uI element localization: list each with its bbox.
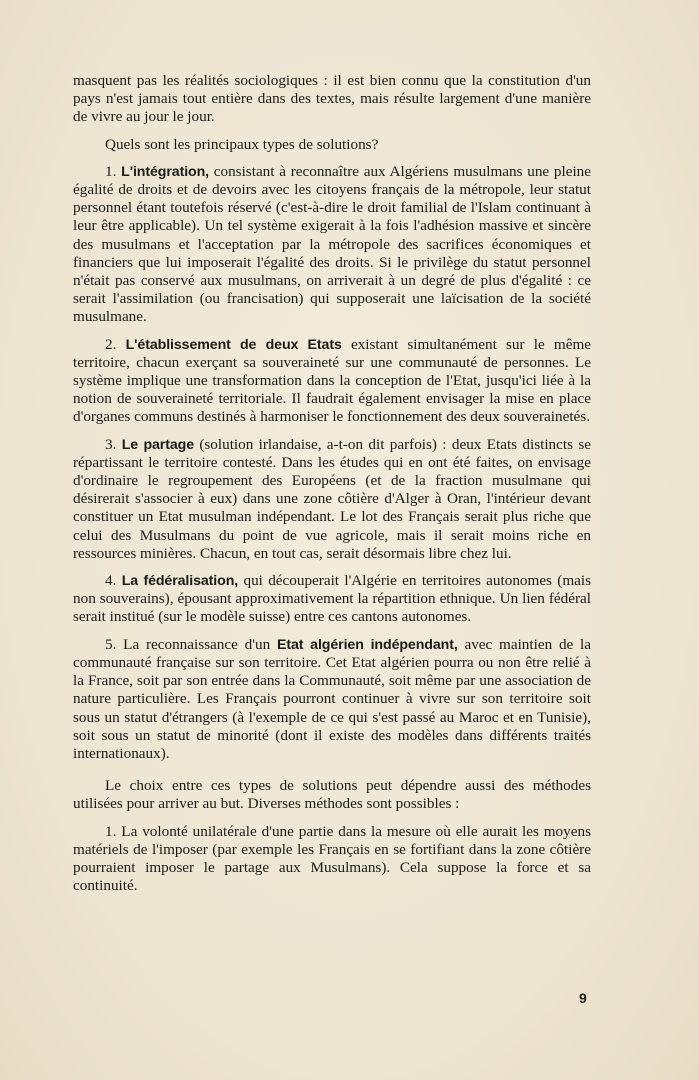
solution-text: consistant à reconnaître aux Algériens musulmans une pleine égalité de droits et de devoirs avec les citoyens français de la métropole, leur statut personnel étant toutefois réservé (c'est-à-dire le droit familial de l'Islam continuant à leur être applicable). Un tel système exigerait à la fois l'adhésion massive et sincère des musulmans et l'acceptation par la métropole des sacrifices économiques et financiers que lui imposerait l'égalité des droits. Si le privilège du statut personnel n'était pas conservé aux musulmans, on arriverait à un degré de plus d'égalité : ce serait l'assimilation (ou francisation) qui supposerait une laïcisation de la société musulmane. [73,162,591,326]
solution-number: 4. [105,572,117,590]
solution-title: Etat algérien indépendant, [276,636,458,653]
intro-paragraph: masquent pas les réalités sociologiques : il est bien connu que la constitution d'un pays n'est jamais tout entière dans des textes, mais résulte largement d'une manière de vivre au jour le jour. [73,72,591,126]
method-1-paragraph: 1. La volonté unilatérale d'une partie dans la mesure où elle aurait les moyens matériels de l'imposer (par exemple les Français en se fortifiant dans la zone côtière pourraient imposer le partage aux Musulmans). Cela suppose la force et sa continuité. [73,822,591,895]
solution-3 [73,436,591,563]
solution-pre: La reconnaissance d'un [123,635,271,653]
solution-text: qui découperait l'Algérie en territoires autonomes (mais non souverains), épousant approximativement la répartition ethnique. Un lien fédéral serait institué (sur le modèle suisse) entre ces cantons autonomes. [73,572,592,626]
solution-title: Le partage [121,436,194,453]
solution-title: L'intégration, [121,163,210,180]
solution-number: 5. [105,635,117,653]
solution-text: avec maintien de la communauté française sur son territoire. Cet Etat algérien pourra ou non être relié à la France, soit par son entrée dans la Communauté, soit même par une association de nature particulière. Les Français pourront continuer à vivre sur son territoire soit sous un statut d'étrangers (à l'exemple de ce qui s'est passé au Maroc et en Tunisie), soit sous un statut de minorité (dont il existe des modèles dans différents traités internationaux). [73,635,592,762]
solution-number: 3. [105,435,117,453]
solution-text: (solution irlandaise, a-t-on dit parfois) : deux Etats distincts se répartissant le territoire contesté. Dans les études qui en ont été faites, on envisage d'ordinaire le regroupement des Européens (et de la fraction musulmane qui désirerait s'associer à eux) dans une zone côtière d'Alger à Oran, l'intérieur devant constituer un Etat musulman indépendant. Le lot des Français serait plus riche que celui des Musulmans du point de vue agricole, mais il serait moins riche en ressources minières. Chacun, en tout cas, serait désormais libre chez lui. [73,435,591,562]
solution-1 [73,163,591,327]
body-text [73,72,591,904]
solution-title: L'établissement de deux Etats [125,336,342,353]
question-paragraph: Quels sont les principaux types de solutions? [105,135,379,153]
solution-number: 2. [105,335,117,353]
solution-5 [73,636,591,763]
solution-number: 1. [105,162,117,180]
solution-title: La fédéralisation, [121,573,239,590]
page-number: 9 [579,990,587,1006]
solution-2 [73,336,591,427]
solution-4 [73,572,591,627]
solution-text: existant simultanément sur le même territoire, chacun exerçant sa souveraineté sur une communauté de personnes. Le système implique une transformation dans la conception de l'Etat, jusqu'ici liée à la notion de souveraineté territoriale. Il faudrait également envisager la mise en place d'organes communs destinés à harmoniser le fonctionnement des deux souverainetés. [73,335,592,426]
methods-intro-paragraph: Le choix entre ces types de solutions peut dépendre aussi des méthodes utilisées pour arriver au but. Diverses méthodes sont possibles : [73,777,591,813]
